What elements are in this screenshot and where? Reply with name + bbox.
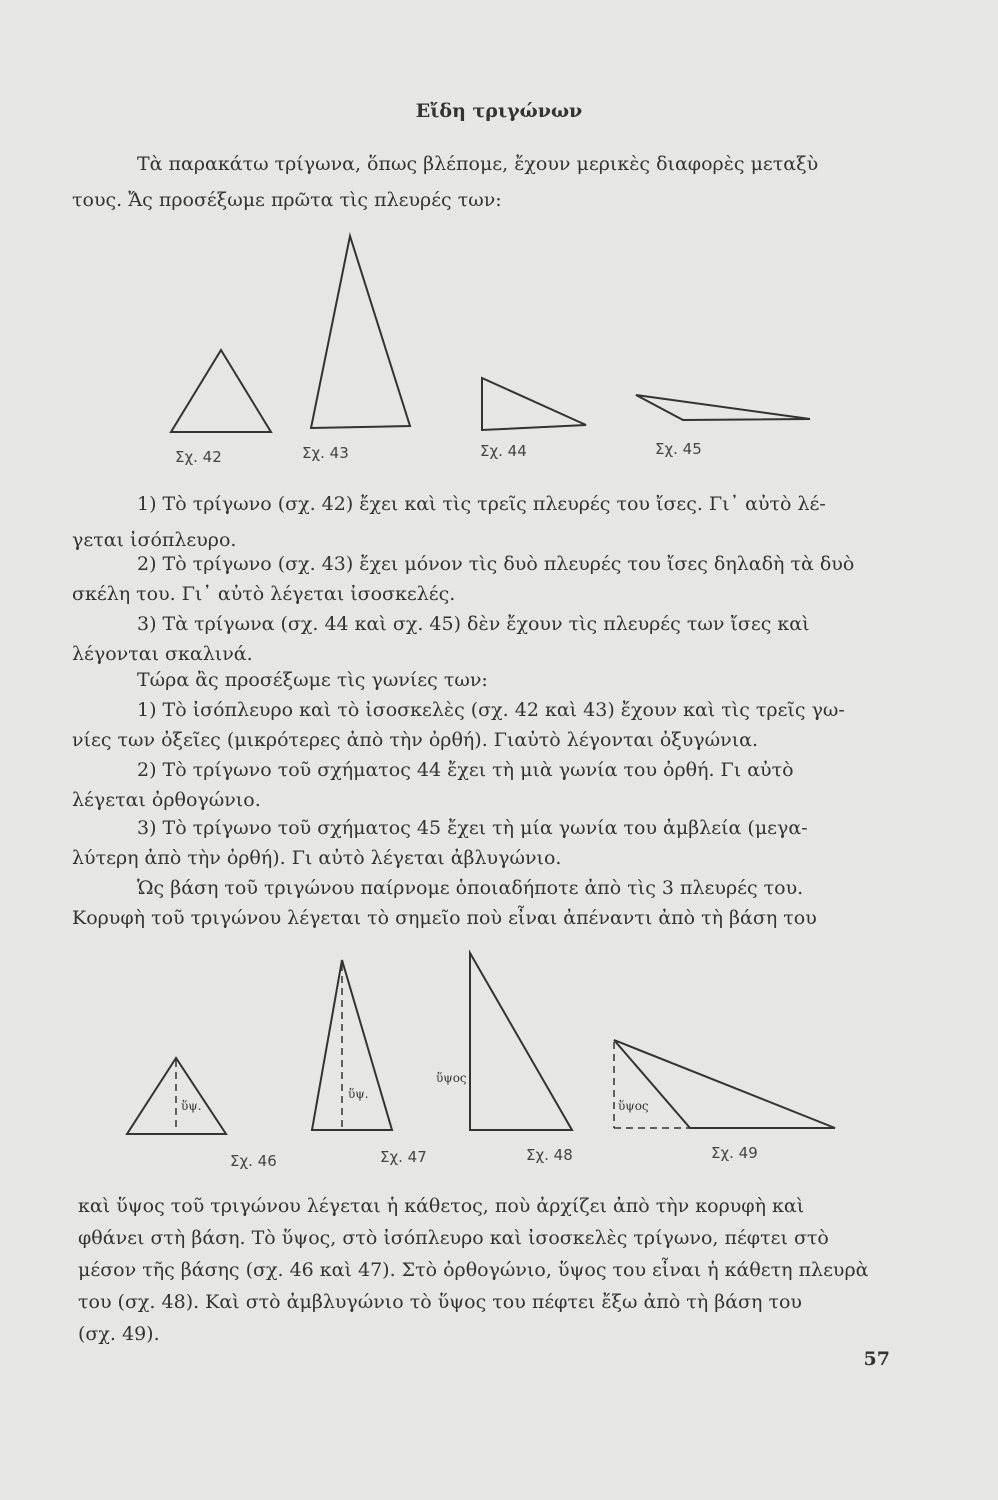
page-title: Εἴδη τριγώνων (415, 100, 583, 122)
sides-3-line-1: 3) Τὰ τρίγωνα (σχ. 44 καὶ σχ. 45) δὲν ἔχουν τὶς πλευρές των ἴσες καὶ (137, 613, 810, 635)
intro-line-1: Τὰ παρακάτω τρίγωνα, ὅπως βλέπομε, ἔχουν μερικὲς διαφορὲς μεταξὺ (137, 153, 819, 175)
sides-3-line-2: λέγονται σκαλινά. (72, 643, 253, 665)
intro-line-2: τους. Ἄς προσέξωμε πρῶτα τὶς πλευρές των: (72, 189, 502, 211)
triangle-fig-48 (470, 953, 572, 1130)
page-number: 57 (863, 1348, 890, 1370)
caption-fig-42: Σχ. 42 (175, 448, 222, 466)
sides-1-line-2: γεται ἰσόπλευρο. (72, 529, 237, 551)
sides-2-line-1: 2) Τὸ τρίγωνο (σχ. 43) ἔχει μόνον τὶς δυὸ πλευρές του ἴσες δηλαδὴ τὰ δυὸ (137, 553, 855, 575)
height-label-fig-47: ὕψ. (348, 1087, 369, 1101)
angles-3-line-1: 3) Τὸ τρίγωνο τοῦ σχήματος 45 ἔχει τὴ μία γωνία του ἀμβλεία (μεγα- (137, 817, 808, 839)
height-label-fig-46: ὕψ. (181, 1099, 202, 1113)
caption-fig-48: Σχ. 48 (526, 1146, 573, 1164)
height-label-fig-49: ὕψος (618, 1099, 649, 1113)
angles-intro: Τώρα ἂς προσέξωμε τὶς γωνίες των: (137, 669, 488, 691)
caption-fig-43: Σχ. 43 (302, 444, 349, 462)
height-line-2: φθάνει στὴ βάση. Τὸ ὕψος, στὸ ἰσόπλευρο καὶ ἰσοσκελὲς τρίγωνο, πέφτει στὸ (78, 1227, 829, 1249)
caption-fig-45: Σχ. 45 (655, 440, 702, 458)
caption-fig-44: Σχ. 44 (480, 442, 527, 460)
height-line-4: του (σχ. 48). Καὶ στὸ ἀμβλυγώνιο τὸ ὕψος του πέφτει ἔξω ἀπὸ τὴ βάση του (78, 1291, 802, 1313)
height-line-1: καὶ ὕψος τοῦ τριγώνου λέγεται ἡ κάθετος, ποὺ ἀρχίζει ἀπὸ τὴν κορυφὴ καὶ (78, 1195, 805, 1217)
caption-fig-47: Σχ. 47 (380, 1148, 427, 1166)
sides-1-line-1: 1) Τὸ τρίγωνο (σχ. 42) ἔχει καὶ τὶς τρεῖς πλευρές του ἴσες. Γι᾿ αὐτὸ λέ- (137, 493, 826, 515)
caption-fig-46: Σχ. 46 (230, 1152, 277, 1170)
angles-3-line-2: λύτερη ἀπὸ τὴν ὀρθή). Γι αὐτὸ λέγεται ἀβλυγώνιο. (72, 847, 562, 869)
angles-1-line-1: 1) Τὸ ἰσόπλευρο καὶ τὸ ἰσοσκελὲς (σχ. 42 καὶ 43) ἔχουν καὶ τὶς τρεῖς γω- (137, 699, 845, 721)
height-line-3: μέσον τῆς βάσης (σχ. 46 καὶ 47). Στὸ ὀρθογώνιο, ὕψος του εἶναι ἡ κάθετη πλευρὰ (78, 1259, 869, 1281)
angles-2-line-2: λέγεται ὀρθογώνιο. (72, 789, 261, 811)
triangle-fig-47 (312, 960, 392, 1130)
triangle-fig-49 (614, 1040, 835, 1128)
height-label-fig-48: ὕψος (436, 1071, 467, 1085)
sides-2-line-2: σκέλη του. Γι᾿ αὐτὸ λέγεται ἰσοσκελές. (72, 583, 456, 605)
angles-2-line-1: 2) Τὸ τρίγωνο τοῦ σχήματος 44 ἔχει τὴ μιὰ γωνία του ὀρθή. Γι αὐτὸ (137, 759, 794, 781)
angles-1-line-2: νίες των ὀξεῖες (μικρότερες ἀπὸ τὴν ὀρθή). Γιαὐτὸ λέγονται ὀξυγώνια. (72, 729, 759, 751)
base-line-1: Ὡς βάση τοῦ τριγώνου παίρνομε ὁποιαδήποτε ἀπὸ τὶς 3 πλευρές του. (137, 877, 804, 899)
base-line-2: Κορυφὴ τοῦ τριγώνου λέγεται τὸ σημεῖο ποὺ εἶναι ἀπέναντι ἀπὸ τὴ βάση του (72, 907, 817, 929)
height-line-5: (σχ. 49). (78, 1323, 160, 1345)
caption-fig-49: Σχ. 49 (711, 1144, 758, 1162)
